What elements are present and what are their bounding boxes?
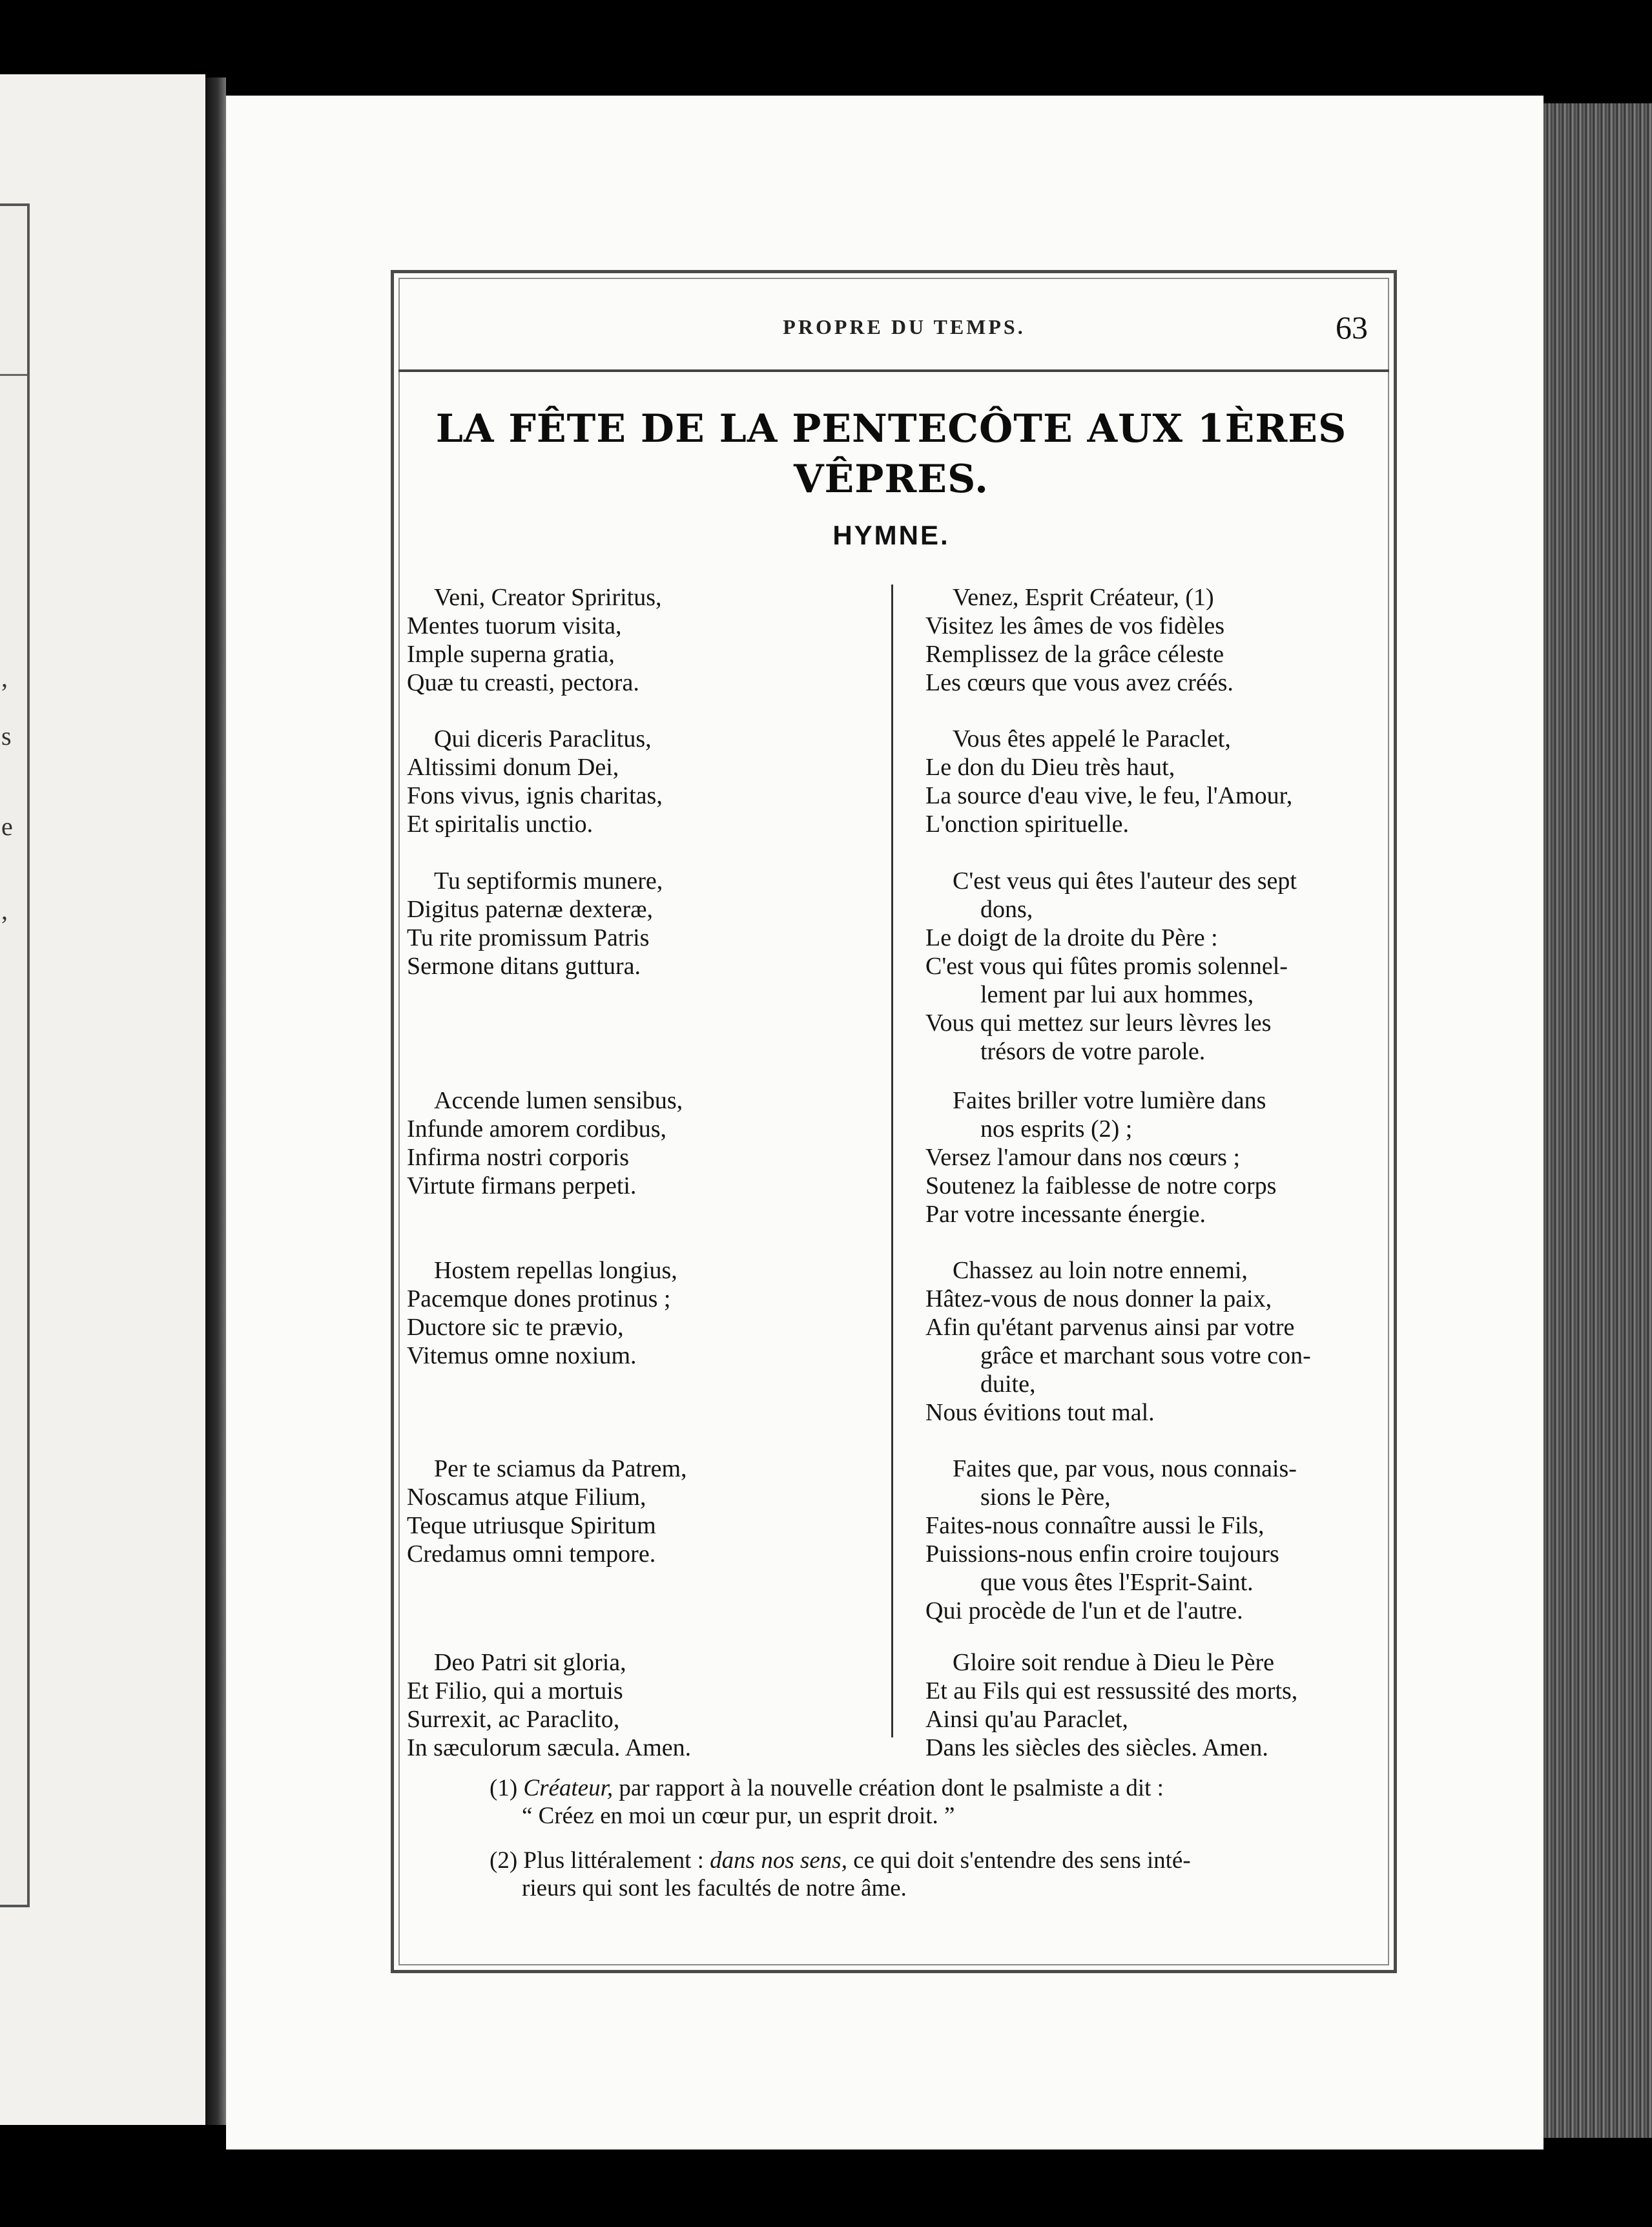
french-verse-line: C'est vous qui fûtes promis solennel- bbox=[925, 953, 1288, 980]
column-divider bbox=[891, 585, 893, 1737]
footnote-1-italic: Créateur, bbox=[523, 1775, 614, 1801]
footnote-1-line-2: “ Créez en moi un cœur pur, un esprit droit. ” bbox=[522, 1803, 955, 1829]
french-verse-line: Le don du Dieu très haut, bbox=[925, 754, 1175, 781]
latin-verse-line: Per te sciamus da Patrem, bbox=[434, 1455, 687, 1482]
title-line-2: VÊPRES. bbox=[793, 457, 989, 502]
french-verse-line: Qui procède de l'un et de l'autre. bbox=[925, 1597, 1243, 1624]
facing-page bbox=[0, 74, 205, 2125]
french-verse-line: Le doigt de la droite du Père : bbox=[925, 924, 1218, 951]
footnote-1-text: par rapport à la nouvelle création dont le psalmiste a dit : bbox=[613, 1775, 1164, 1801]
french-verse-line: Hâtez-vous de nous donner la paix, bbox=[925, 1285, 1272, 1312]
latin-stanza bbox=[407, 867, 663, 980]
latin-verse-line: Digitus paternæ dexteræ, bbox=[407, 896, 653, 923]
french-verse-line: Vous êtes appelé le Paraclet, bbox=[953, 725, 1231, 752]
french-verse-line: Gloire soit rendue à Dieu le Père bbox=[953, 1649, 1275, 1676]
footnote-2-marker: (2) bbox=[490, 1847, 518, 1874]
french-verse-line: Faites briller votre lumière dans bbox=[953, 1087, 1266, 1114]
french-verse-line: Versez l'amour dans nos cœurs ; bbox=[925, 1144, 1241, 1171]
latin-stanza bbox=[407, 583, 662, 697]
footnote-2 bbox=[490, 1847, 1381, 1902]
latin-verse-line: Noscamus atque Filium, bbox=[407, 1484, 646, 1511]
latin-verse-line: Hostem repellas longius, bbox=[434, 1257, 677, 1284]
latin-verse-line: Et spiritalis unctio. bbox=[407, 811, 594, 838]
latin-verse-line: Pacemque dones protinus ; bbox=[407, 1285, 671, 1312]
latin-verse-line: Accende lumen sensibus, bbox=[434, 1087, 683, 1114]
french-stanza bbox=[925, 1086, 1439, 1228]
header-rule bbox=[398, 369, 1389, 372]
french-verse-line: lement par lui aux hommes, bbox=[980, 981, 1254, 1008]
facing-page-frame bbox=[0, 203, 30, 1907]
french-stanza bbox=[925, 1256, 1439, 1427]
french-verse-line: dons, bbox=[980, 896, 1033, 923]
latin-verse-line: Fons vivus, ignis charitas, bbox=[407, 782, 663, 809]
latin-stanza bbox=[407, 1086, 683, 1200]
french-verse-line: Les cœurs que vous avez créés. bbox=[925, 669, 1234, 696]
latin-verse-line: Tu septiformis munere, bbox=[434, 867, 663, 895]
french-verse-line: Afin qu'étant parvenus ainsi par votre bbox=[925, 1314, 1295, 1341]
french-verse-line: Ainsi qu'au Paraclet, bbox=[925, 1706, 1128, 1733]
latin-verse-line: Ductore sic te prævio, bbox=[407, 1314, 624, 1341]
footnote-1 bbox=[490, 1774, 1381, 1830]
latin-verse-line: Credamus omni tempore. bbox=[407, 1540, 656, 1568]
french-verse-line: La source d'eau vive, le feu, l'Amour, bbox=[925, 782, 1293, 809]
french-verse-line: grâce et marchant sous votre con- bbox=[980, 1342, 1311, 1369]
footnote-2-text-after: ce qui doit s'entendre des sens inté- bbox=[847, 1847, 1191, 1874]
french-stanza bbox=[925, 1455, 1439, 1625]
book-gutter bbox=[205, 78, 226, 2125]
french-verse-line: Dans les siècles des siècles. Amen. bbox=[925, 1734, 1268, 1761]
french-verse-line: que vous êtes l'Esprit-Saint. bbox=[980, 1569, 1254, 1596]
latin-stanza bbox=[407, 1256, 677, 1370]
latin-verse-line: Altissimi donum Dei, bbox=[407, 754, 619, 781]
running-head: PROPRE DU TEMPS. bbox=[783, 315, 1026, 338]
latin-verse-line: Veni, Creator Spriritus, bbox=[434, 584, 662, 611]
french-verse-line: L'onction spirituelle. bbox=[925, 811, 1130, 838]
page-block-edge bbox=[1544, 103, 1652, 2138]
footnote-2-text-before: Plus littéralement : bbox=[517, 1847, 710, 1874]
french-verse-line: Et au Fils qui est ressussité des morts, bbox=[925, 1677, 1298, 1704]
french-stanza bbox=[925, 725, 1411, 838]
french-verse-line: Faites que, par vous, nous connais- bbox=[953, 1455, 1297, 1482]
footnote-2-italic: dans nos sens, bbox=[710, 1847, 847, 1874]
latin-verse-line: Infirma nostri corporis bbox=[407, 1144, 630, 1171]
french-verse-line: nos esprits (2) ; bbox=[980, 1115, 1133, 1143]
french-verse-line: Puissions-nous enfin croire toujours bbox=[925, 1540, 1279, 1568]
latin-verse-line: Teque utriusque Spiritum bbox=[407, 1512, 656, 1539]
latin-verse-line: Et Filio, qui a mortuis bbox=[407, 1677, 623, 1704]
french-verse-line: Soutenez la faiblesse de notre corps bbox=[925, 1172, 1277, 1199]
latin-stanza bbox=[407, 1455, 687, 1568]
french-verse-line: Venez, Esprit Créateur, (1) bbox=[953, 584, 1214, 611]
latin-verse-line: Imple superna gratia, bbox=[407, 641, 615, 668]
french-verse-line: sions le Père, bbox=[980, 1484, 1111, 1511]
latin-verse-line: Infunde amorem cordibus, bbox=[407, 1115, 667, 1143]
french-verse-line: duite, bbox=[980, 1371, 1036, 1398]
latin-verse-line: Qui diceris Paraclitus, bbox=[434, 725, 652, 752]
french-verse-line: trésors de votre parole. bbox=[980, 1038, 1206, 1065]
french-verse-line: Chassez au loin notre ennemi, bbox=[953, 1257, 1248, 1284]
latin-verse-line: Sermone ditans guttura. bbox=[407, 953, 641, 980]
latin-verse-line: Deo Patri sit gloria, bbox=[434, 1649, 626, 1676]
latin-verse-line: In sæculorum sæcula. Amen. bbox=[407, 1734, 692, 1761]
page-title bbox=[413, 404, 1369, 504]
french-verse-line: Faites-nous connaître aussi le Fils, bbox=[925, 1512, 1265, 1539]
french-verse-line: Nous évitions tout mal. bbox=[925, 1399, 1155, 1426]
latin-verse-line: Quæ tu creasti, pectora. bbox=[407, 669, 639, 696]
french-verse-line: Vous qui mettez sur leurs lèvres les bbox=[925, 1010, 1272, 1037]
latin-verse-line: Mentes tuorum visita, bbox=[407, 612, 622, 639]
title-line-1: LA FÊTE DE LA PENTECÔTE AUX 1ÈRES bbox=[435, 406, 1347, 451]
hymn-heading: HYMNE. bbox=[832, 520, 950, 550]
french-verse-line: Visitez les âmes de vos fidèles bbox=[925, 612, 1225, 639]
footnote-1-marker: (1) bbox=[490, 1775, 518, 1801]
latin-verse-line: Vitemus omne noxium. bbox=[407, 1342, 637, 1369]
latin-verse-line: Tu rite promissum Patris bbox=[407, 924, 650, 951]
latin-verse-line: Virtute firmans perpeti. bbox=[407, 1172, 637, 1199]
french-stanza bbox=[925, 583, 1411, 697]
french-verse-line: Par votre incessante énergie. bbox=[925, 1201, 1206, 1228]
page-number: 63 bbox=[1336, 309, 1368, 346]
french-stanza bbox=[925, 1648, 1411, 1762]
french-verse-line: Remplissez de la grâce céleste bbox=[925, 641, 1224, 668]
footnote-2-line-2: rieurs qui sont les facultés de notre âme. bbox=[522, 1875, 907, 1901]
latin-stanza bbox=[407, 1648, 691, 1762]
latin-stanza bbox=[407, 725, 663, 838]
french-verse-line: C'est veus qui êtes l'auteur des sept bbox=[953, 867, 1297, 895]
latin-verse-line: Surrexit, ac Paraclito, bbox=[407, 1706, 620, 1733]
french-stanza bbox=[925, 867, 1439, 1066]
